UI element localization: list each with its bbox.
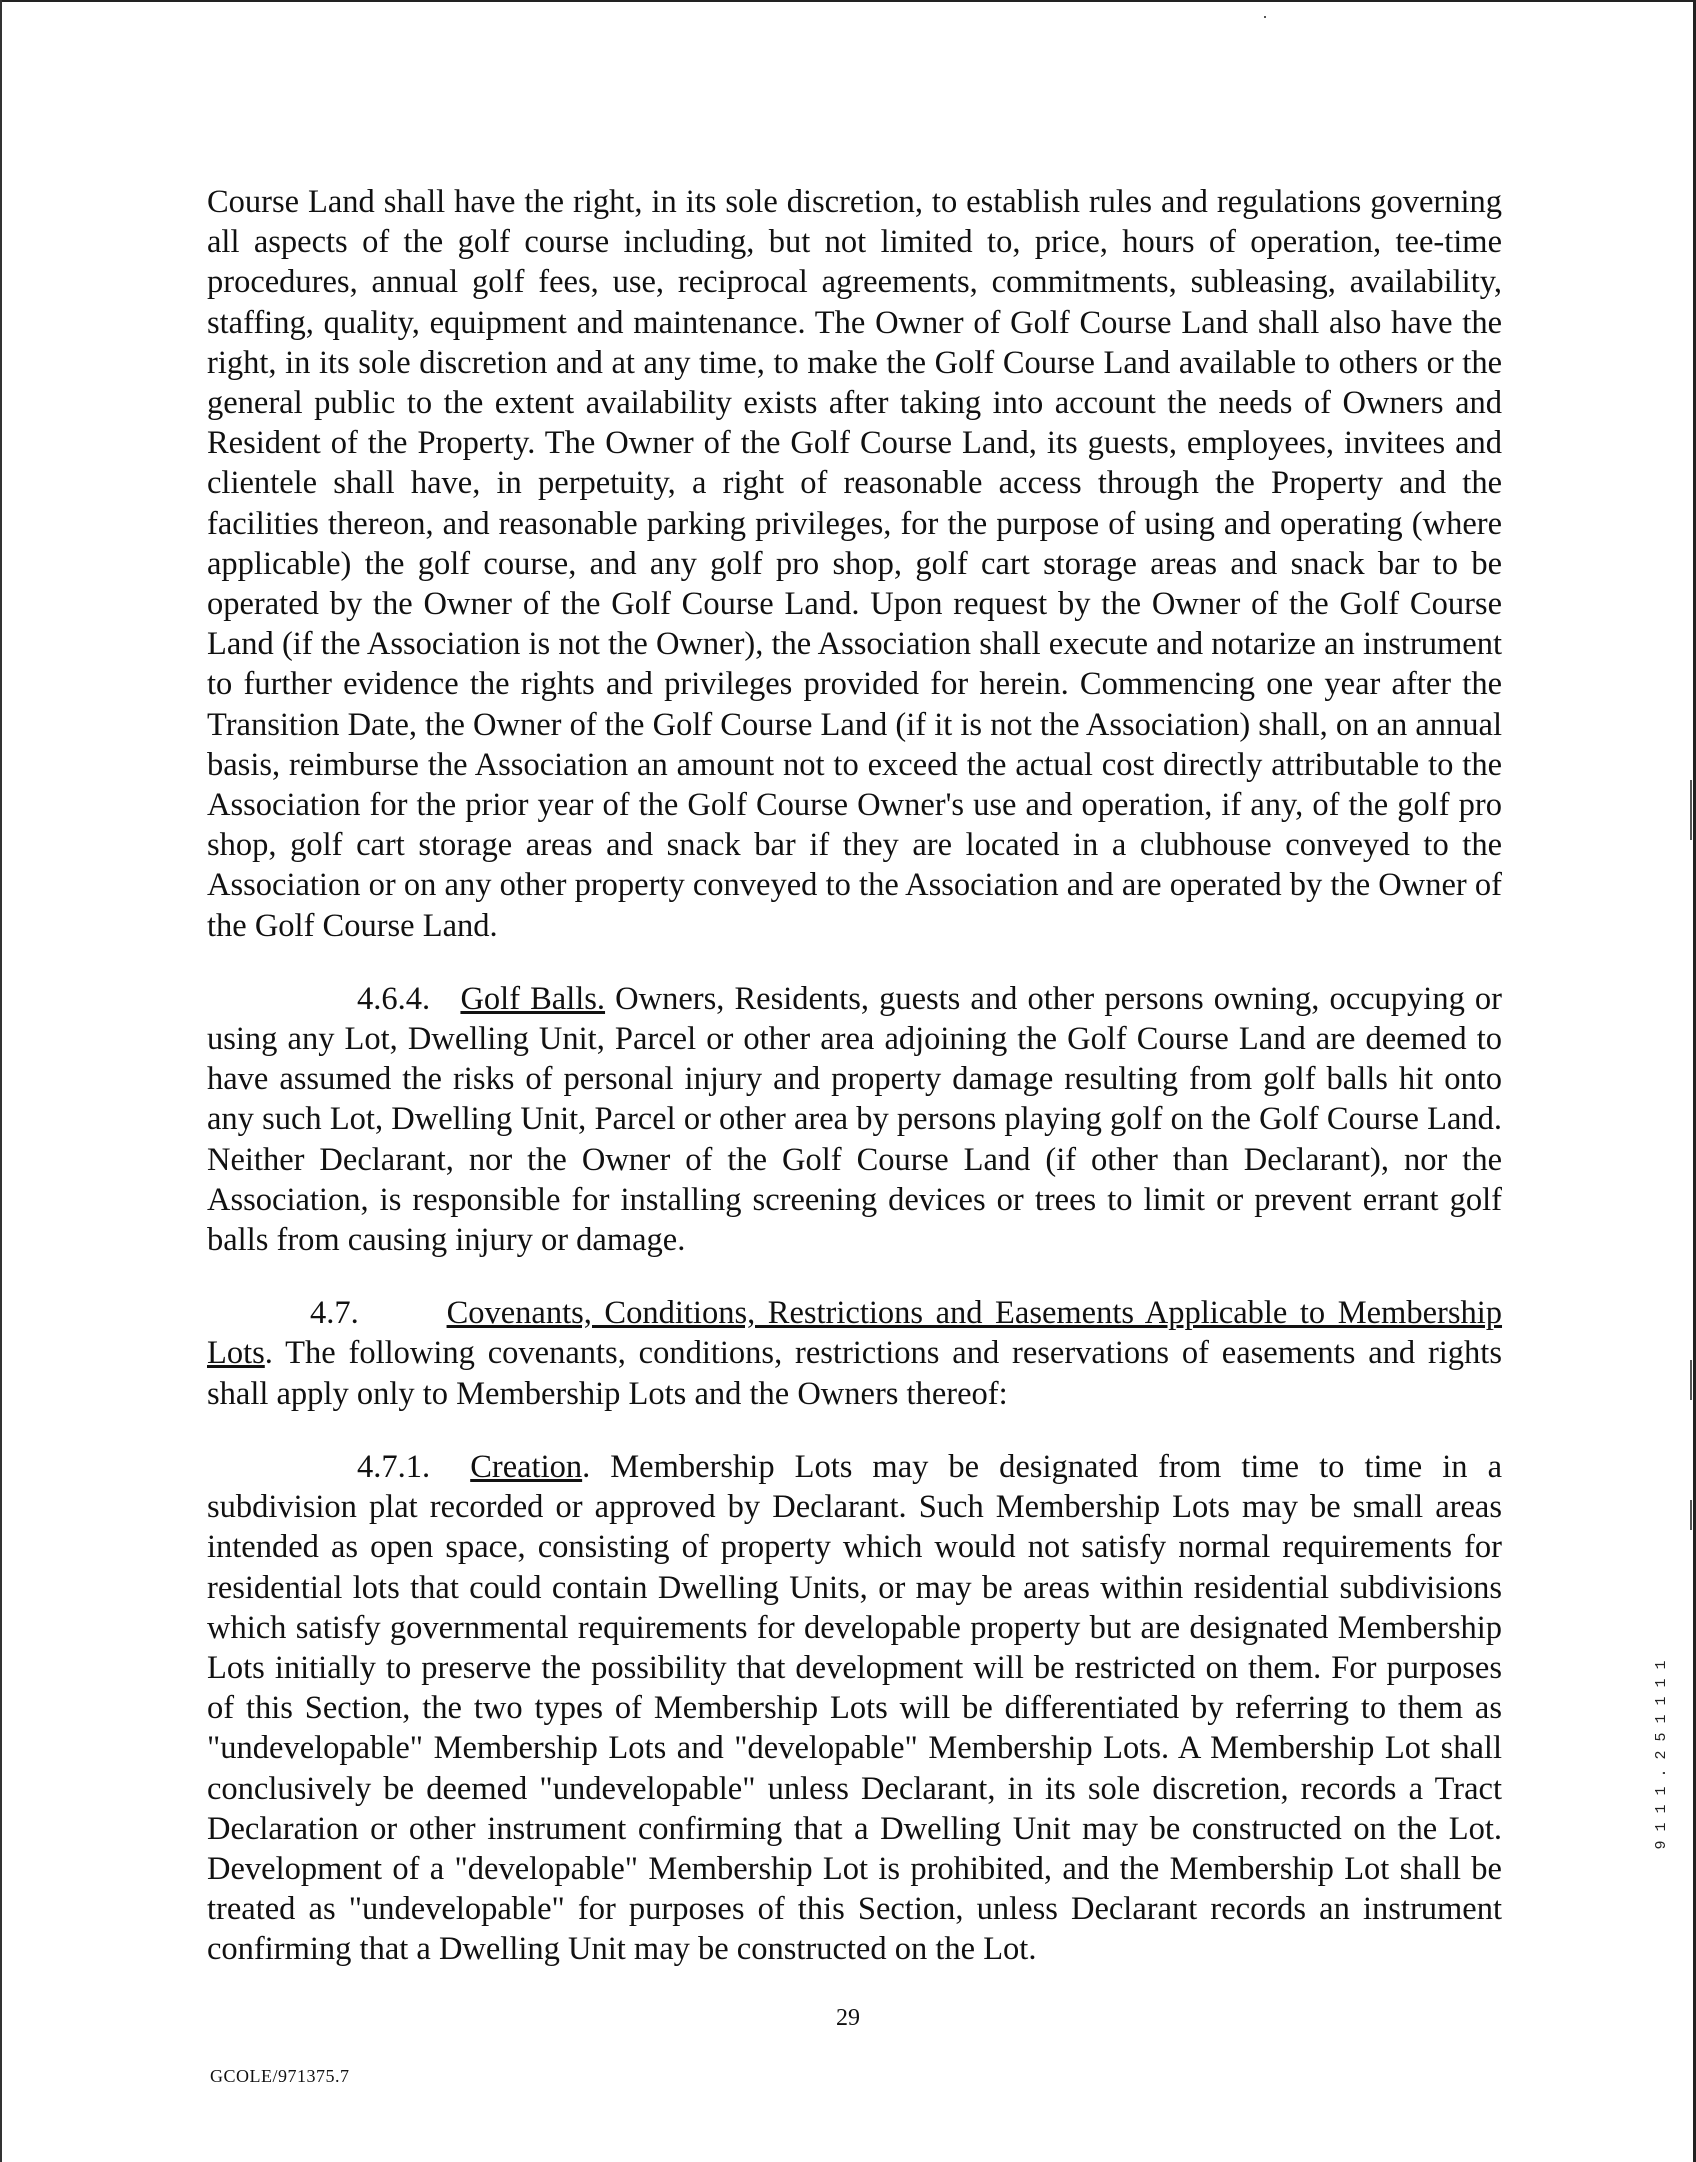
paragraph-golf-course-rules: Course Land shall have the right, in its sole discretion, to establish rules and regulations governing all aspects of the golf course including, but not limited to, price, hours of operation, tee-time procedures, annual golf fees, use, reciprocal agreements, commitments, subleasing, availability, staffing, quality, equipment and maintenance. The Owner of Golf Course Land shall also have the right, in its sole discretion and at any time, to make the Golf Course Land available to others or the general public to the extent availability exists after taking into account the needs of Owners and Resident of the Property. The Owner of the Golf Course Land, its guests, employees, invitees and clientele shall have, in perpetuity, a right of reasonable access through the Property and the facilities thereon, and reasonable parking privileges, for the purpose of using and operating (where applicable) the golf course, and any golf pro shop, golf cart storage areas and snack bar to be operated by the Owner of the Golf Course Land. Upon request by the Owner of the Golf Course Land (if the Association is not the Owner), the Association shall execute and notarize an instrument to further evidence the rights and privileges provided for herein. Commencing one year after the Transition Date, the Owner of the Golf Course Land (if it is not the Association) shall, on an annual basis, reimburse the Association an amount not to exceed the actual cost directly attributable to the Association for the prior year of the Golf Course Owner's use and operation, if any, of the golf pro shop, golf cart storage areas and snack bar if they are located in a clubhouse conveyed to the Association or on any other property conveyed to the Association and are operated by the Owner of the Golf Course Land. bbox=[207, 184, 1502, 944]
section-number: 4.7. bbox=[310, 1295, 359, 1332]
section-4-7 bbox=[207, 1293, 1502, 1414]
section-text: . Membership Lots may be designated from time to time in a subdivision plat recorded or approved by Declarant. Such Membership Lots may be small areas intended as open space, consisting of property which would not satisfy normal requirements for residential lots that could contain Dwelling Units, or may be areas within residential subdivisions which satisfy governmental requirements for developable property but are designated Membership Lots initially to preserve the possibility that development will be restricted on them. For purposes of this Section, the two types of Membership Lots will be differentiated by referring to them as "undevelopable" Membership Lots and "developable" Membership Lots. A Membership Lot shall conclusively be deemed "undevelopable" unless Declarant, in its sole discretion, records a Tract Declaration or other instrument confirming that a Dwelling Unit may be constructed on the Lot. Development of a "developable" Membership Lot is prohibited, and the Membership Lot shall be treated as "undevelopable" for purposes of this Section, unless Declarant records an instrument confirming that a Dwelling Unit may be constructed on the Lot. bbox=[207, 1448, 1503, 1968]
scan-edge-mark bbox=[1690, 780, 1692, 840]
section-heading: Covenants, Conditions, Restrictions and Easements Applicable to Membership Lots bbox=[207, 1295, 1503, 1372]
page-number: 29 bbox=[836, 2005, 860, 2031]
document-body bbox=[207, 182, 1502, 2003]
section-heading: Golf Balls. bbox=[460, 980, 606, 1017]
section-number: 4.6.4. bbox=[357, 980, 431, 1017]
scan-edge-mark bbox=[1690, 1360, 1692, 1400]
document-code: GCOLE/971375.7 bbox=[210, 2066, 350, 2086]
section-text: Owners, Residents, guests and other persons owning, occupying or using any Lot, Dwelling Unit, Parcel or other area adjoining the Golf Course Land are deemed to have assumed the risks of personal injury and property damage resulting from golf balls hit onto any such Lot, Dwelling Unit, Parcel or other area by persons playing golf on the Golf Course Land. Neither Declarant, nor the Owner of the Golf Course Land (if other than Declarant), nor the Association, is responsible for installing screening devices or trees to limit or prevent errant golf balls from causing injury or damage. bbox=[207, 980, 1502, 1259]
page-left-edge bbox=[0, 0, 2, 2162]
section-4-7-1 bbox=[207, 1447, 1502, 1970]
section-heading: Creation bbox=[470, 1448, 583, 1485]
section-number: 4.7.1. bbox=[357, 1448, 431, 1485]
scan-speck bbox=[1264, 16, 1266, 18]
margin-recording-stamp bbox=[1650, 1605, 1680, 1905]
section-text: . The following covenants, conditions, restrictions and reservations of easements and rights shall apply only to Membership Lots and the Owners thereof: bbox=[207, 1335, 1502, 1412]
section-4-6-4 bbox=[207, 979, 1502, 1260]
page-top-edge bbox=[0, 0, 1696, 2]
margin-stamp-text: 9 1 1 1 . 2 5 1 1 1 1 bbox=[1653, 1660, 1670, 1850]
scan-edge-mark bbox=[1690, 1500, 1692, 1530]
